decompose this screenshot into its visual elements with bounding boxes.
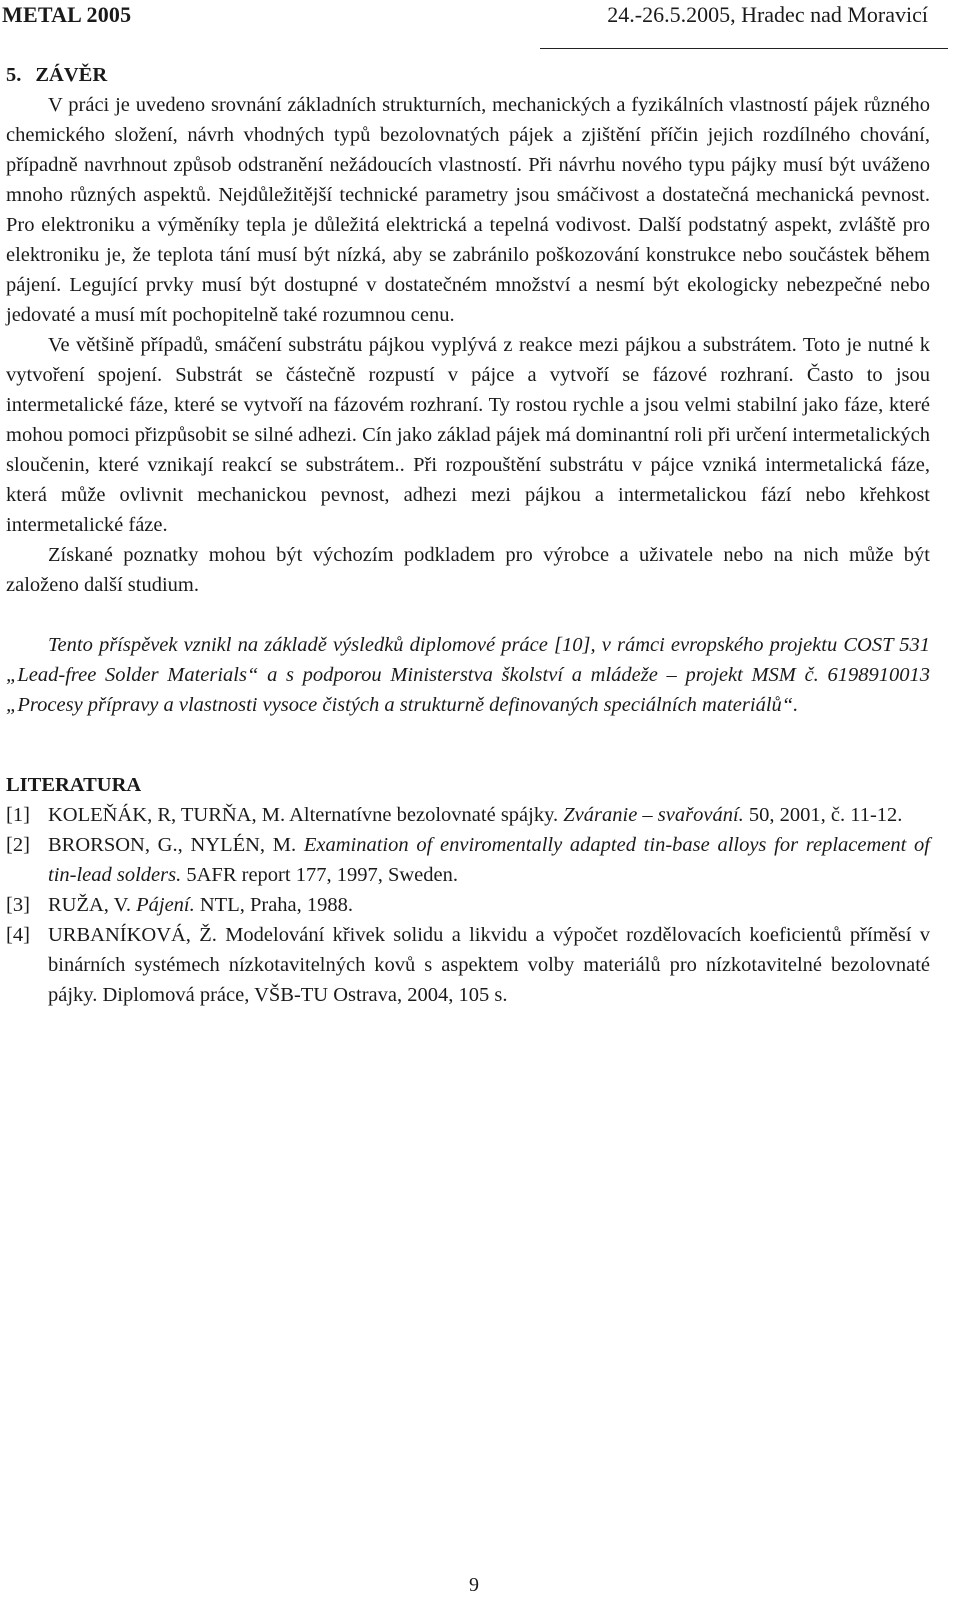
reference-authors: URBANÍKOVÁ, Ž. Modelování křivek solidu a likvidu a výpočet rozdělovacích koeficientů příměsí v binárních systémech nízkotavitelných kovů s aspektem volby materiálů pro nízkotavitelné bezolovnaté pájky. Diplomová práce, VŠB-TU Ostrava, 2004, 105 s. xyxy=(48,924,930,1006)
reference-source: Examination of enviromentally adapted tin-base alloys for replacement of tin-lead solders. xyxy=(48,834,931,886)
reference-list xyxy=(6,800,930,1010)
page-number: 9 xyxy=(469,1574,479,1596)
section-heading xyxy=(6,60,930,90)
reference-text xyxy=(48,800,930,830)
reference-details: 50, 2001, č. 11-12. xyxy=(743,804,903,826)
reference-authors: KOLEŇÁK, R, TURŇA, M. Alternatívne bezolovnaté spájky. xyxy=(48,804,564,826)
section-title: ZÁVĚR xyxy=(35,64,108,86)
reference-text xyxy=(48,890,930,920)
literature-heading: LITERATURA xyxy=(6,774,142,796)
reference-details: 5AFR report 177, 1997, Sweden. xyxy=(181,864,458,886)
acknowledgement-paragraph: Tento příspěvek vznikl na základě výsledků diplomové práce [10], v rámci evropského projektu COST 531 „Lead-free Solder Materials“ a s podporou Ministerstva školství a mládeže – projekt MSM č. 6198910013 „Procesy přípravy a vlastnosti vysoce čistých a strukturně definovaných speciálních materiálů“. xyxy=(6,634,930,716)
reference-text xyxy=(48,920,930,1010)
reference-item xyxy=(6,830,930,890)
page-header xyxy=(0,0,948,52)
reference-source: Zváranie – svařování. xyxy=(563,804,744,826)
reference-details: NTL, Praha, 1988. xyxy=(194,894,354,916)
conclusion-paragraph: Získané poznatky mohou být výchozím podkladem pro výrobce a uživatele nebo na nich může být založeno další studium. xyxy=(6,544,930,596)
conclusion-paragraph: Ve většině případů, smáčení substrátu pájkou vyplývá z reakce mezi pájkou a substrátem. Toto je nutné k vytvoření spojení. Substrát se částečně rozpustí v pájce a vytvoří se fázové rozhraní. Často to jsou intermetalické fáze, které se vytvoří na fázovém rozhraní. Ty rostou rychle a jsou velmi stabilní jako fáze, které mohou pomoci přizpůsobit se silné adhezi. Cín jako základ pájek má dominantní roli při určení intermetalických sloučenin, které vznikají reakcí se substrátem.. Při rozpouštění substrátu v pájce vzniká intermetalická fáze, která může ovlivnit mechanickou pevnost, adhezi mezi pájkou a intermetalickou fází nebo křehkost intermetalické fáze. xyxy=(6,334,930,536)
page-content xyxy=(6,60,930,1010)
reference-authors: RUŽA, V. xyxy=(48,894,137,916)
header-rule xyxy=(540,48,948,49)
reference-authors: BRORSON, G., NYLÉN, M. xyxy=(48,834,304,856)
header-conference-name: METAL 2005 xyxy=(2,2,132,27)
conclusion-paragraph: V práci je uvedeno srovnání základních strukturních, mechanických a fyzikálních vlastností pájek různého chemického složení, návrh vhodných typů bezolovnatých pájek a zjištění příčin jejich rozdílného chování, případně navrhnout způsob odstranění nežádoucích vlastností. Při návrhu nového typu pájky musí být uváženo mnoho různých aspektů. Nejdůležitější technické parametry jsou smáčivost a dostatečná mechanická pevnost. Pro elektroniku a výměníky tepla je důležitá elektrická a tepelná vodivost. Další podstatný aspekt, zvláště pro elektroniku je, že teplota tání musí být nízká, aby se zabránilo poškozování konstrukce nebo součástek během pájení. Legující prvky musí být dostupné v dostatečném množství a nesmí být ekologicky nebezpečné nebo jedovaté a musí mít pochopitelně také rozumnou cenu. xyxy=(6,94,930,326)
reference-item xyxy=(6,800,930,830)
reference-label: [4] xyxy=(6,924,30,946)
header-date-location: 24.-26.5.2005, Hradec nad Moravicí xyxy=(607,2,928,27)
reference-text xyxy=(48,830,930,890)
reference-label: [1] xyxy=(6,804,30,826)
reference-item xyxy=(6,890,930,920)
reference-item xyxy=(6,920,930,1010)
reference-label: [2] xyxy=(6,834,30,856)
reference-label: [3] xyxy=(6,894,30,916)
reference-source: Pájení. xyxy=(136,894,195,916)
section-number: 5. xyxy=(6,64,22,86)
